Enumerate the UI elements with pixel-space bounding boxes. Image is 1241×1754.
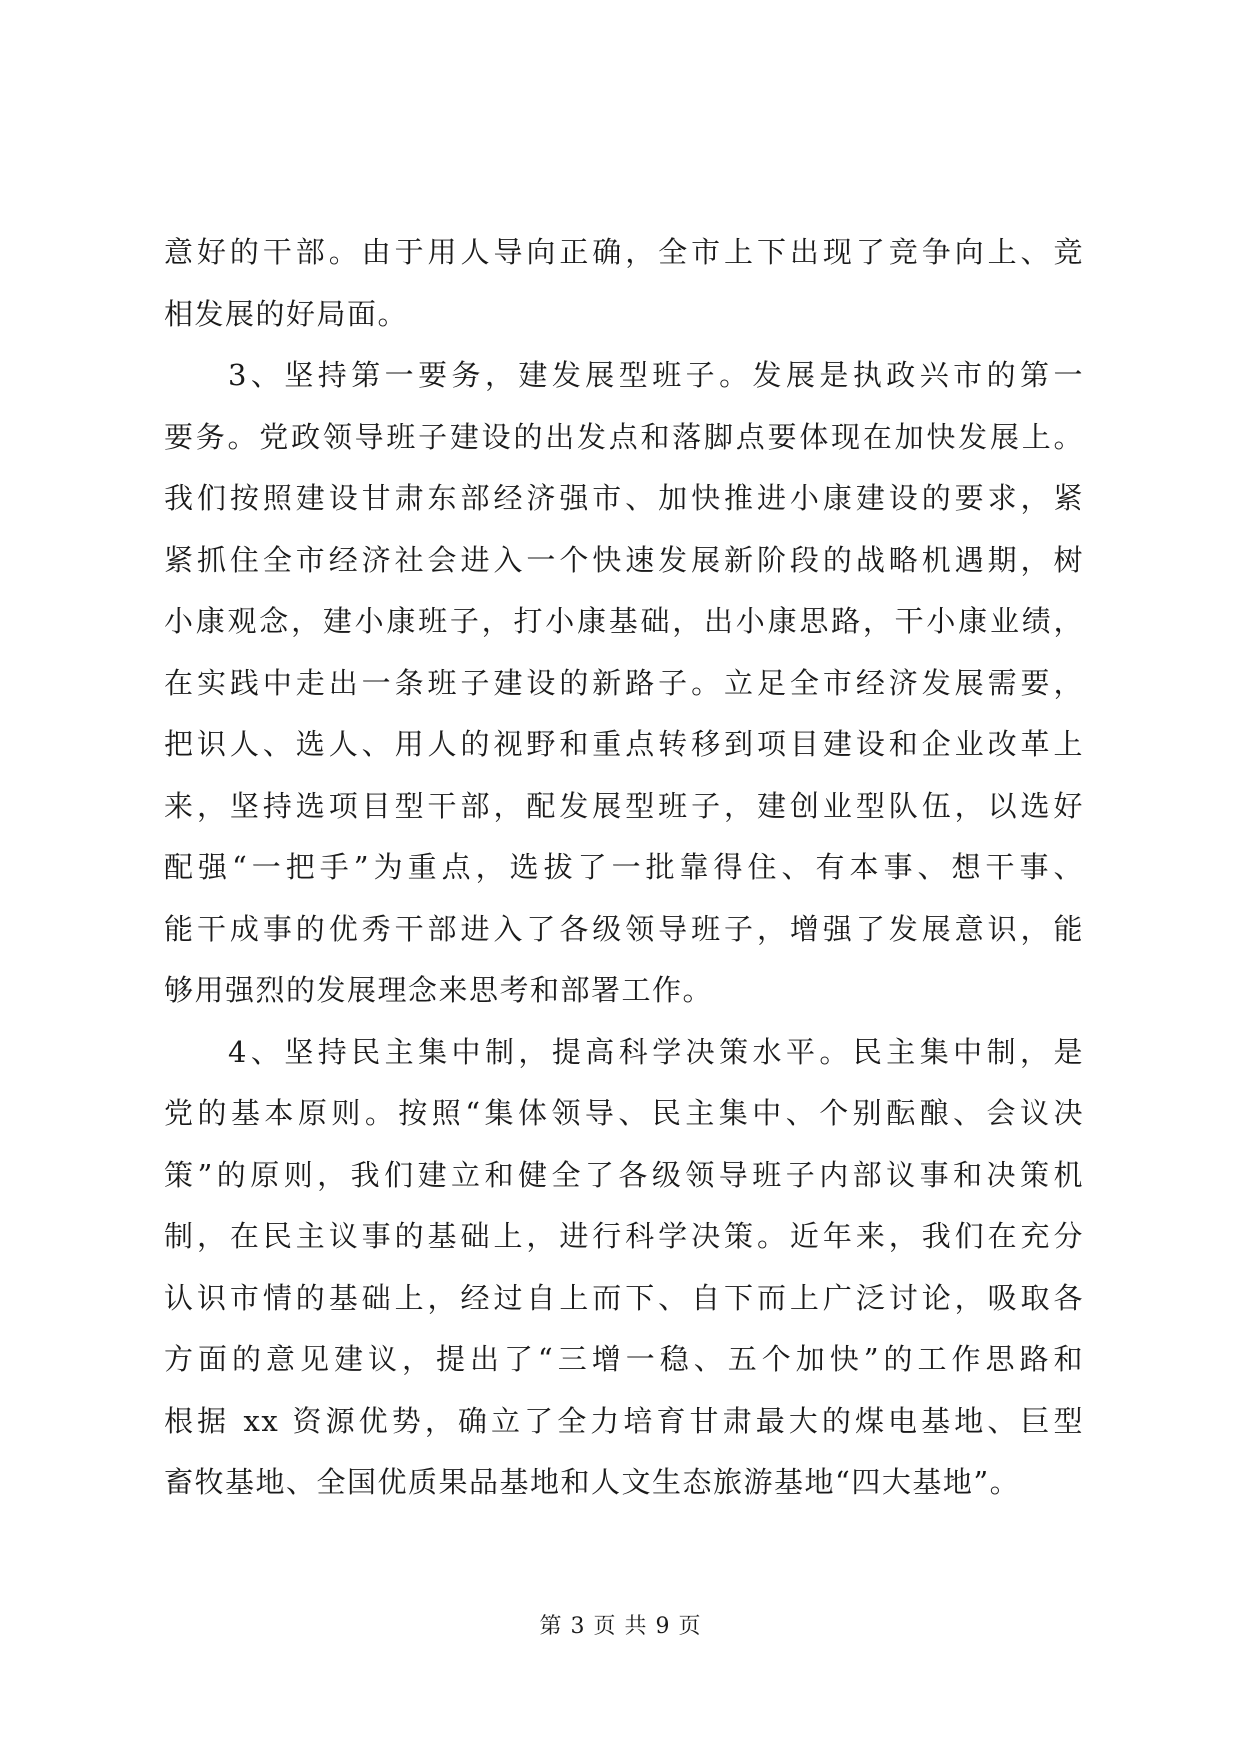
text-line: 小康观念，建小康班子，打小康基础，出小康思路，干小康业绩，	[164, 604, 1084, 638]
document-body	[164, 222, 1084, 1514]
text-line: 把识人、选人、用人的视野和重点转移到项目建设和企业改革上	[164, 727, 1084, 761]
text-line: 意好的干部。由于用人导向正确，全市上下出现了竞争向上、竞	[164, 235, 1084, 269]
text-line: 我们按照建设甘肃东部经济强市、加快推进小康建设的要求，紧	[164, 481, 1084, 515]
text-line: 策”的原则，我们建立和健全了各级领导班子内部议事和决策机	[164, 1157, 1084, 1192]
text-line: 3、坚持第一要务，建发展型班子。发展是执政兴市的第一	[228, 358, 1084, 392]
text-line: 党的基本原则。按照“集体领导、民主集中、个别酝酿、会议决	[164, 1096, 1084, 1130]
text-line: 相发展的好局面。	[164, 296, 409, 331]
page-footer: 第 3 页 共 9 页	[539, 1614, 702, 1639]
text-line: 方面的意见建议，提出了“三增一稳、五个加快”的工作思路和	[164, 1342, 1084, 1376]
text-line: 制，在民主议事的基础上，进行科学决策。近年来，我们在充分	[164, 1219, 1084, 1253]
paragraph-3	[164, 1022, 1084, 1514]
paragraph-1	[164, 222, 1084, 345]
text-line: 在实践中走出一条班子建设的新路子。立足全市经济发展需要，	[164, 665, 1084, 700]
paragraph-2	[164, 345, 1084, 1022]
text-line: 来，坚持选项目型干部，配发展型班子，建创业型队伍，以选好	[164, 788, 1084, 823]
text-line: 认识市情的基础上，经过自上而下、自下而上广泛讨论，吸取各	[164, 1280, 1084, 1315]
text-line: 畜牧基地、全国优质果品基地和人文生态旅游基地“四大基地”。	[164, 1465, 1021, 1499]
text-line: 4、坚持民主集中制，提高科学决策水平。民主集中制，是	[228, 1034, 1084, 1069]
text-line: 根据 xx 资源优势，确立了全力培育甘肃最大的煤电基地、巨型	[164, 1403, 1084, 1438]
text-line: 能干成事的优秀干部进入了各级领导班子，增强了发展意识，能	[164, 911, 1084, 946]
text-line: 够用强烈的发展理念来思考和部署工作。	[164, 973, 714, 1007]
text-line: 要务。党政领导班子建设的出发点和落脚点要体现在加快发展上。	[164, 419, 1084, 454]
text-line: 紧抓住全市经济社会进入一个快速发展新阶段的战略机遇期，树	[164, 542, 1084, 577]
text-line: 配强“一把手”为重点，选拔了一批靠得住、有本事、想干事、	[164, 850, 1084, 884]
